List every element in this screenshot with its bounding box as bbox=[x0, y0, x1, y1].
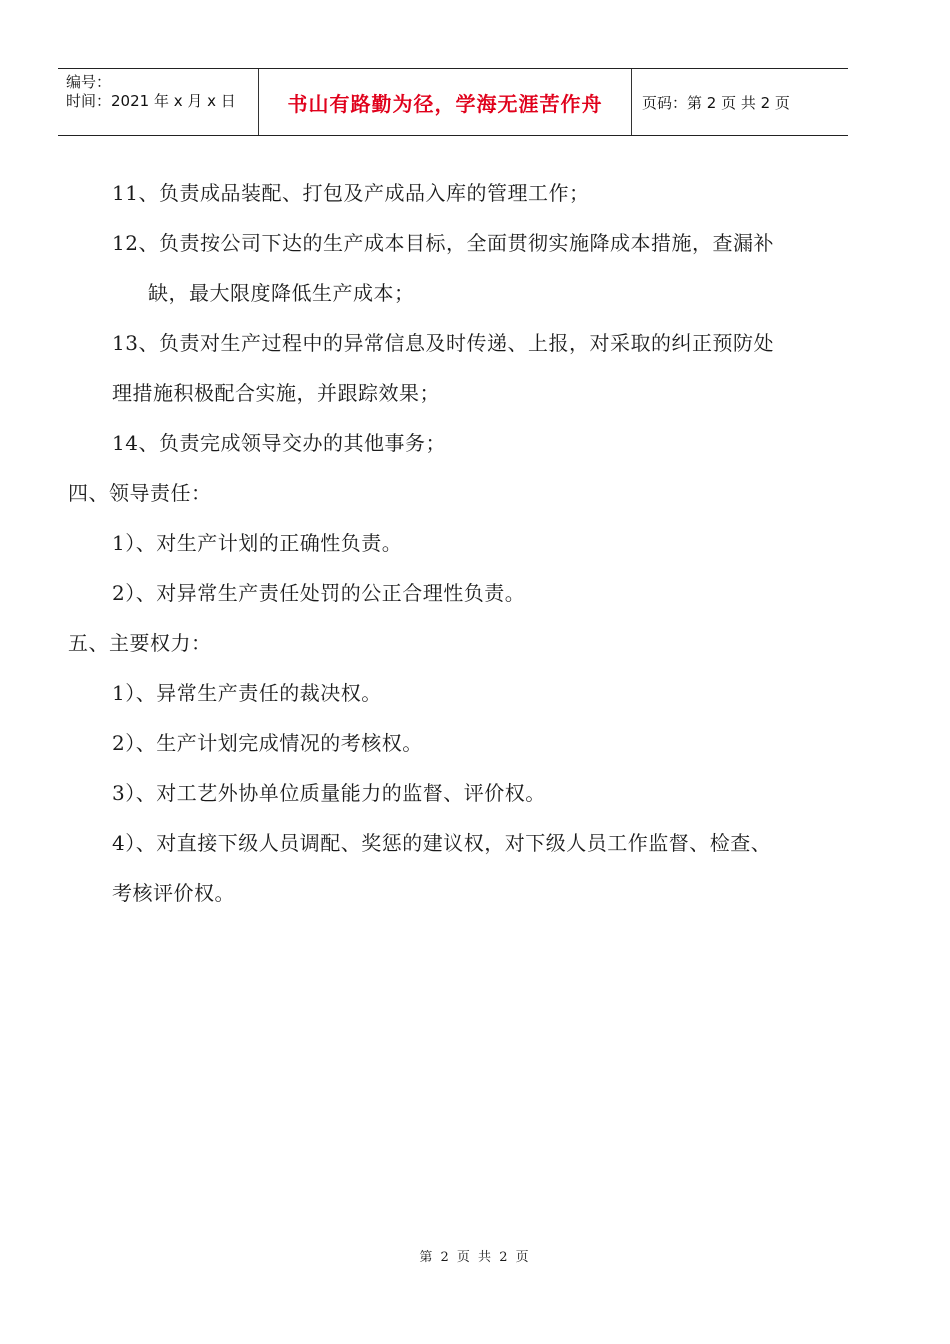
section-5-item-4-line-1: 4）、对直接下级人员调配、奖惩的建议权，对下级人员工作监督、检查、 bbox=[112, 831, 772, 855]
item-13-line-1: 13、负责对生产过程中的异常信息及时传递、上报，对采取的纠正预防处 bbox=[112, 331, 774, 355]
section-4-item-2: 2）、对异常生产责任处罚的公正合理性负责。 bbox=[112, 581, 526, 605]
motto-text: 书山有路勤为径，学海无涯苦作舟 bbox=[287, 91, 603, 116]
header-page-cell bbox=[632, 69, 848, 135]
section-4-heading: 四、领导责任： bbox=[68, 481, 212, 505]
section-5-item-4-line-2: 考核评价权。 bbox=[112, 881, 235, 905]
section-4-item-1: 1）、对生产计划的正确性负责。 bbox=[112, 531, 403, 555]
item-12-line-2: 缺，最大限度降低生产成本； bbox=[148, 281, 415, 305]
header-motto-cell bbox=[258, 69, 632, 135]
section-5-item-2: 2）、生产计划完成情况的考核权。 bbox=[112, 731, 423, 755]
item-14: 14、负责完成领导交办的其他事务； bbox=[112, 431, 446, 455]
item-11: 11、负责成品装配、打包及产成品入库的管理工作； bbox=[112, 181, 590, 205]
item-12-line-1: 12、负责按公司下达的生产成本目标，全面贯彻实施降成本措施，查漏补 bbox=[112, 231, 774, 255]
header-meta-cell bbox=[58, 69, 258, 135]
page-info-label: 页码：第 2 页 共 2 页 bbox=[642, 93, 790, 112]
document-number-label: 编号： bbox=[66, 73, 112, 91]
item-13-line-2: 理措施积极配合实施，并跟踪效果； bbox=[112, 381, 440, 405]
section-5-item-1: 1）、异常生产责任的裁决权。 bbox=[112, 681, 382, 705]
document-time-label: 时间：2021 年 x 月 x 日 bbox=[66, 92, 236, 110]
section-5-heading: 五、主要权力： bbox=[68, 631, 212, 655]
section-5-item-3: 3）、对工艺外协单位质量能力的监督、评价权。 bbox=[112, 781, 546, 805]
page-footer: 第 2 页 共 2 页 bbox=[419, 1250, 531, 1265]
document-header bbox=[58, 68, 848, 136]
